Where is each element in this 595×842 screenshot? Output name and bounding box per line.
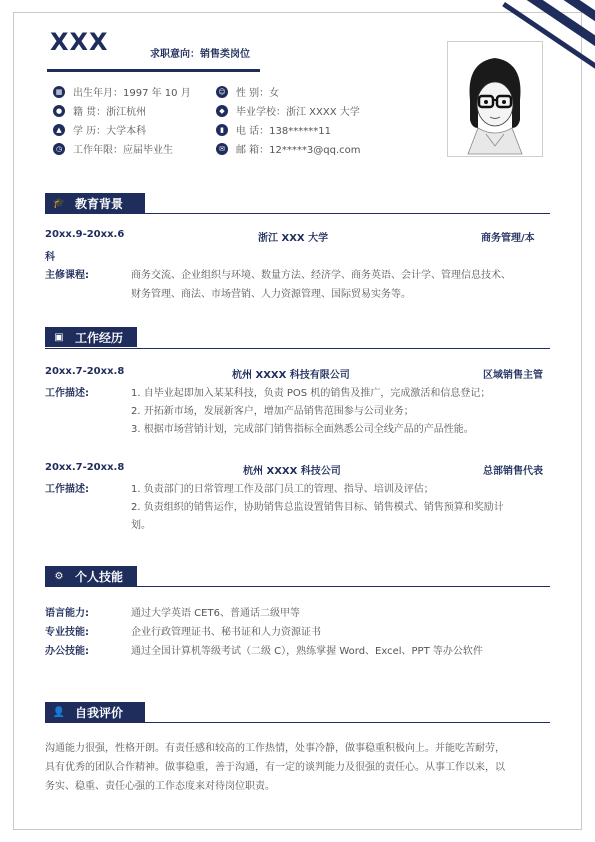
job-2-period: 20xx.7-20xx.8 <box>45 462 125 473</box>
section-rule-skills <box>45 586 550 587</box>
info-birth: ▦ 出生年月：1997 年 10 月 <box>53 84 191 99</box>
job-1-period: 20xx.7-20xx.8 <box>45 366 125 377</box>
job-1-item-1: 1. 自毕业起即加入某某科技，负责 POS 机的销售及推广，完成激活和信息登记； <box>131 388 491 399</box>
section-rule-self-eval <box>45 722 550 723</box>
info-gender: ☺ 性 别：女 <box>216 84 279 99</box>
profile-photo <box>447 41 543 157</box>
job-2-company: 杭州 XXXX 科技公司 <box>243 466 341 477</box>
courses-line-2: 财务管理、商法、市场营销、人力资源管理、国际贸易实务等。 <box>131 289 411 300</box>
info-education: ▲ 学 历：大学本科 <box>53 122 146 137</box>
job-1-item-3: 3. 根据市场营销计划，完成部门销售指标全面熟悉公司全线产品的产品性能。 <box>131 424 474 435</box>
calendar-icon: ▦ <box>53 86 65 98</box>
candidate-name: XXX <box>50 28 109 56</box>
section-header-education: 🎓 教育背景 <box>45 193 145 213</box>
job-1-role: 区域销售主管 <box>483 370 543 381</box>
self-eval-line-1: 沟通能力很强，性格开朗。有责任感和较高的工作热情，处事冷静，做事稳重积极向上。并能吃苦耐劳， <box>45 743 505 754</box>
job-1-desc-label: 工作描述: <box>45 388 89 399</box>
person-icon: ☺ <box>216 86 228 98</box>
info-email: ✉ 邮 箱：12*****3@qq.com <box>216 141 361 156</box>
clock-icon: ◷ <box>53 143 65 155</box>
section-rule-education <box>45 213 550 214</box>
mail-icon: ✉ <box>216 143 228 155</box>
skill-language-text: 通过大学英语 CET6、普通话二级甲等 <box>131 608 300 619</box>
location-pin-icon: ● <box>53 105 65 117</box>
job-2-item-3: 划。 <box>131 520 151 531</box>
courses-line-1: 商务交流、企业组织与环境、数量方法、经济学、商务英语、会计学、管理信息技术、 <box>131 270 511 281</box>
education-school: 浙江 XXX 大学 <box>258 233 329 244</box>
job-2-desc-label: 工作描述: <box>45 484 89 495</box>
skill-office-label: 办公技能: <box>45 646 89 657</box>
person-icon: 👤 <box>52 706 66 718</box>
name-underline <box>47 69 260 72</box>
job-2-item-2: 2. 负责组织的销售运作，协助销售总监设置销售目标、销售模式、销售预算和奖励计 <box>131 502 504 513</box>
self-eval-line-2: 具有优秀的团队合作精神。做事稳重，善于沟通，有一定的谈判能力及很强的责任心。从事工作以来，以 <box>45 762 505 773</box>
education-period: 20xx.9-20xx.6 <box>45 229 125 240</box>
job-1-item-2: 2. 开拓新市场，发展新客户，增加产品销售范围参与公司业务； <box>131 406 414 417</box>
section-rule-work <box>45 348 550 349</box>
job-2-role: 总部销售代表 <box>483 466 543 477</box>
job-1-company: 杭州 XXXX 科技有限公司 <box>232 370 350 381</box>
info-school: ◆ 毕业学校：浙江 XXXX 大学 <box>216 103 360 118</box>
self-eval-line-3: 务实、稳重、责任心强的工作态度来对待岗位职责。 <box>45 781 275 792</box>
graduation-cap-icon: 🎓 <box>52 197 66 209</box>
education-major: 商务管理/本 <box>481 233 535 244</box>
job-2-item-1: 1. 负责部门的日常管理工作及部门员工的管理、指导、培训及评估； <box>131 484 434 495</box>
briefcase-icon: ▣ <box>54 331 64 343</box>
skill-office-text: 通过全国计算机等级考试（二级 C），熟练掌握 Word、Excel、PPT 等办公软件 <box>131 646 483 657</box>
graduation-icon: ▲ <box>53 124 65 136</box>
courses-label: 主修课程: <box>45 270 89 281</box>
info-hometown: ● 籍 贯：浙江杭州 <box>53 103 146 118</box>
skill-language-label: 语言能力: <box>45 608 89 619</box>
gear-icon: ⚙ <box>54 570 64 582</box>
education-period-tail: 科 <box>45 252 55 263</box>
phone-icon: ▮ <box>216 124 228 136</box>
section-header-work: ▣ 工作经历 <box>45 327 137 347</box>
school-icon: ◆ <box>216 105 228 117</box>
section-header-skills: ⚙ 个人技能 <box>45 566 137 586</box>
skill-professional-text: 企业行政管理证书、秘书证和人力资源证书 <box>131 627 321 638</box>
skill-professional-label: 专业技能: <box>45 627 89 638</box>
info-experience: ◷ 工作年限：应届毕业生 <box>53 141 173 156</box>
info-phone: ▮ 电 话：138******11 <box>216 122 331 137</box>
section-header-self-eval: 👤 自我评价 <box>45 702 145 722</box>
job-intent: 求职意向：销售类岗位 <box>150 49 250 60</box>
